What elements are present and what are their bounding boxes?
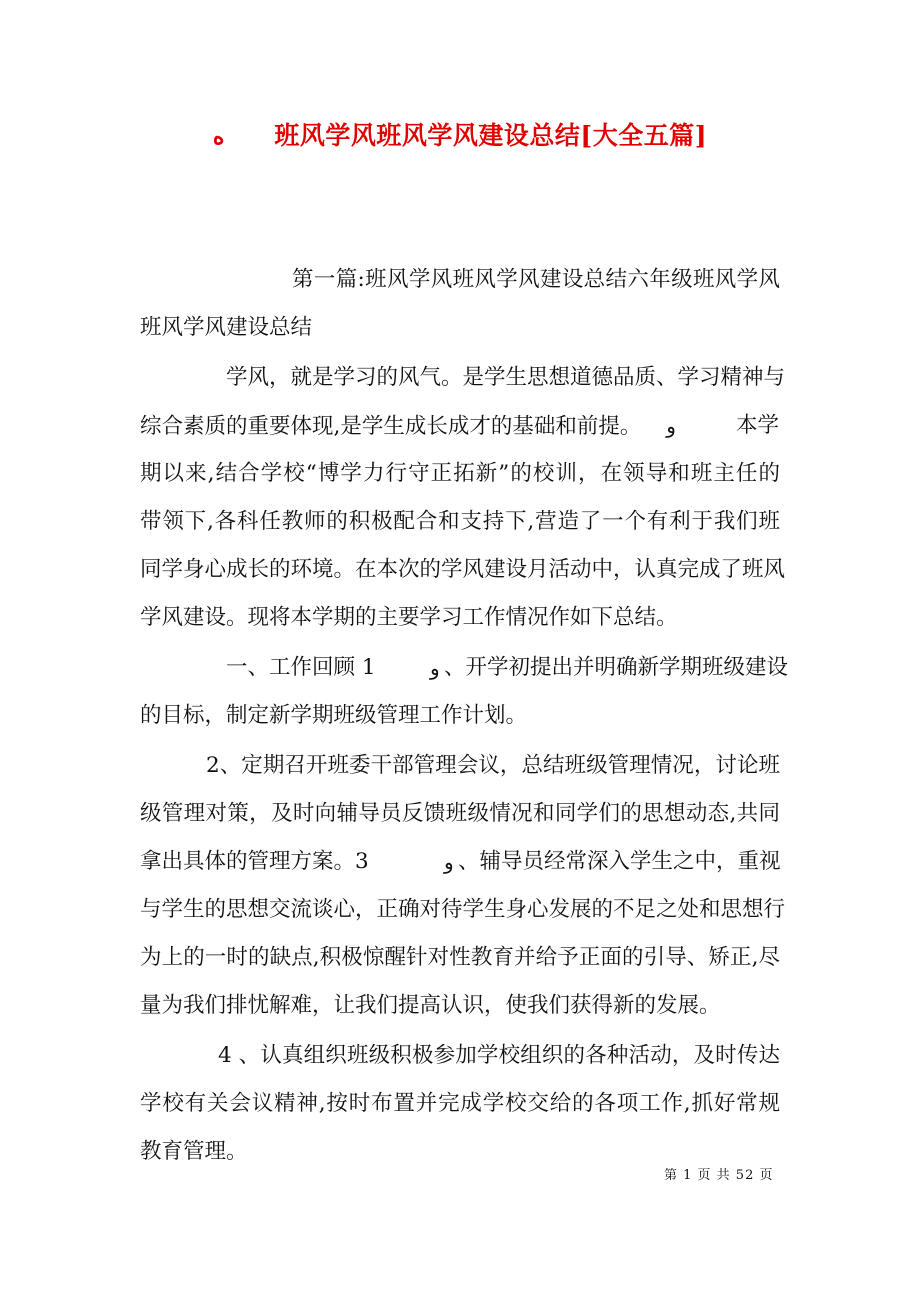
paragraph-line: 教育管理。 xyxy=(140,1139,248,1164)
paragraph-line: 带领下,各科任教师的积极配合和支持下,营造了一个有利于我们班 xyxy=(140,509,780,534)
paragraph-line: 的目标，制定新学期班级管理工作计划。 xyxy=(140,703,528,728)
title-mark: ه xyxy=(212,124,225,150)
document-title: 班风学风班风学风建设总结[大全五篇] xyxy=(274,121,708,150)
paragraph-line: 同学身心成长的环境。在本次的学风建设月活动中，认真完成了班风 xyxy=(140,557,786,582)
paragraph-line: 期以来,结合学校“博学力行守正拓新”的校训，在领导和班主任的 xyxy=(140,461,780,486)
paragraph-line: 拿出具体的管理方案。3 xyxy=(140,849,369,874)
paragraph-line: 班风学风建设总结 xyxy=(140,315,313,340)
paragraph-line: 与学生的思想交流谈心，正确对待学生身心发展的不足之处和思想行 xyxy=(140,897,786,922)
paragraph-text: 综合素质的重要体现,是学生成长成才的基础和前提。 xyxy=(140,414,642,439)
paragraph-line: 一、工作回顾 1 xyxy=(226,655,376,680)
paragraph-line: 学校有关会议精神,按时布置并完成学校交给的各项工作,抓好常规 xyxy=(140,1091,780,1116)
paragraph-line: 、辅导员经常深入学生之中，重视 xyxy=(458,849,781,874)
paragraph-line: 学风建设。现将本学期的主要学习工作情况作如下总结。 xyxy=(140,605,678,630)
paragraph-line: 4 、认真组织班级积极参加学校组织的各种活动，及时传达 xyxy=(218,1043,780,1068)
paragraph-line: 量为我们排忧解难，让我们提高认识，使我们获得新的发展。 xyxy=(140,993,721,1018)
paragraph-line: 、开学初提出并明确新学期班级建设 xyxy=(444,655,789,680)
document-title-block xyxy=(0,116,920,152)
page-footer: 第 1 页 共 52 页 xyxy=(664,1168,774,1183)
inline-mark: و xyxy=(666,414,676,438)
paragraph-line: 2、定期召开班委干部管理会议，总结班级管理情况，讨论班 xyxy=(206,753,780,778)
paragraph-line xyxy=(140,411,676,442)
inline-mark: و xyxy=(430,656,440,680)
paragraph-line: 本学 xyxy=(736,413,780,438)
paragraph-line: 为上的一时的缺点,积极惊醒针对性教育并给予正面的引导、矫正,尽 xyxy=(140,945,780,970)
inline-mark: و xyxy=(444,850,454,874)
paragraph-line: 第一篇:班风学风班风学风建设总结六年级班风学风 xyxy=(292,267,780,292)
paragraph-line: 级管理对策，及时向辅导员反馈班级情况和同学们的思想动态,共同 xyxy=(140,801,780,826)
paragraph-line: 学风，就是学习的风气。是学生思想道德品质、学习精神与 xyxy=(226,365,786,390)
